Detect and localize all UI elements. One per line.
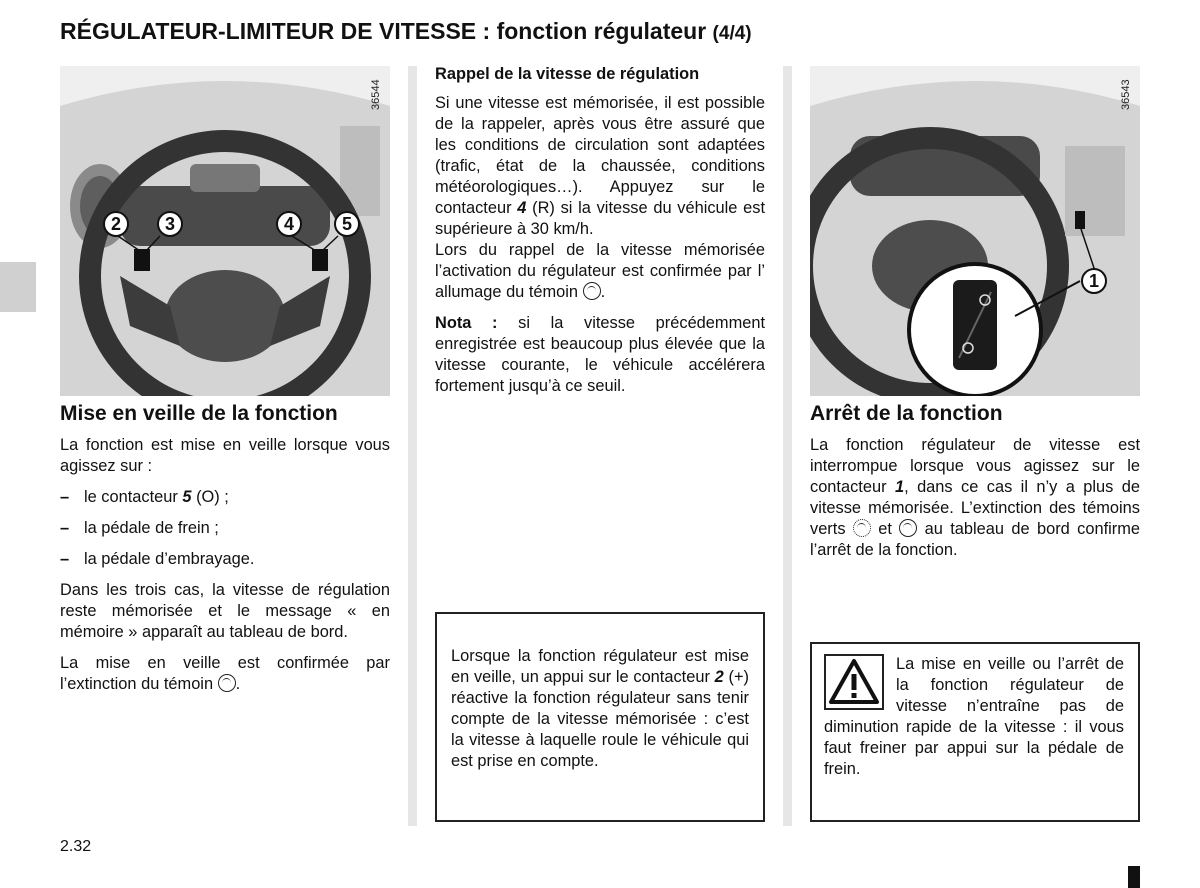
page-title-part: (4/4) [712, 23, 752, 44]
warning-box [810, 642, 1140, 822]
section-tab-marker [0, 262, 36, 312]
section-heading-standby: Mise en veille de la fonction [60, 402, 338, 425]
standby-list [60, 487, 390, 570]
image-reference-code: 36544 [370, 79, 382, 110]
reactivation-note-box [435, 612, 765, 822]
warning-text: La mise en veille ou l’arrêt de la fonction régulateur de vitesse n’entraîne pas de diminution rapide de la vitesse : il vous faut freiner par appui sur la pédale de frein. [824, 655, 1124, 778]
cruise-control-green-icon [853, 519, 871, 537]
nota-para: Nota : si la vitesse précédemment enregistrée est beaucoup plus élevée que la vitesse courante, le véhicule accélérera fortement jusqu’à ce seuil. [435, 314, 766, 395]
standby-text-block [60, 435, 390, 705]
reactivation-note-text: Lorsque la fonction régulateur est mise en veille, un appui sur le contacteur 2 (+) réactive la fonction régulateur sans tenir compte de la vitesse mémorisée : c’est la vitesse à laquelle roule le véhicule qui est prise en compte. [451, 647, 749, 770]
page-title [60, 18, 752, 45]
callout-4: 4 [276, 211, 302, 237]
page-title-text: RÉGULATEUR-LIMITEUR DE VITESSE : fonction régulateur [60, 18, 707, 44]
cruise-control-icon [899, 519, 917, 537]
column-divider-left [408, 66, 417, 826]
standby-para-memory: Dans les trois cas, la vitesse de régulation reste mémorisée et le message « en mémoire » apparaît au tableau de bord. [60, 581, 390, 641]
page-number: 2.32 [60, 838, 92, 855]
column-divider-right [783, 66, 792, 826]
stop-para: La fonction régulateur de vitesse est interrompue lorsque vous agissez sur le contacteur 1, dans ce cas il n’y a plus de vitesse mémorisée. L’extinction des témoins verts et au tableau de bord confirme l’arrêt de la fonction. [810, 436, 1141, 559]
standby-intro: La fonction est mise en veille lorsque vous agissez sur : [60, 436, 390, 475]
steering-wheel-switch-image [810, 66, 1140, 396]
list-item: – la pédale de frein ; [60, 519, 219, 537]
list-item: – la pédale d’embrayage. [60, 550, 255, 568]
callout-5: 5 [334, 211, 360, 237]
standby-para-confirm: La mise en veille est confirmée par l’extinction du témoin . [60, 654, 390, 693]
cruise-control-icon [218, 674, 236, 692]
control-key-2: 2 [714, 668, 724, 686]
cruise-control-icon [583, 282, 601, 300]
stop-text-block [810, 435, 1140, 571]
control-key-1: 1 [894, 478, 905, 496]
control-key-5: 5 [182, 488, 192, 506]
control-key-4: 4 [517, 199, 527, 217]
callout-2: 2 [103, 211, 129, 237]
warning-triangle-icon [824, 654, 884, 710]
nota-label: Nota : [435, 314, 498, 332]
page-edge-marker [1128, 866, 1140, 888]
list-item: – le contacteur 5 (O) ; [60, 488, 229, 506]
image-reference-code: 36543 [1120, 79, 1132, 110]
recall-subheading: Rappel de la vitesse de régulation [435, 65, 700, 83]
callout-3: 3 [157, 211, 183, 237]
section-heading-stop: Arrêt de la fonction [810, 402, 1003, 425]
recall-text-block [435, 64, 765, 407]
steering-wheel-image [60, 66, 390, 396]
recall-para: Si une vitesse est mémorisée, il est possible de la rappeler, après vous être assuré que les conditions de circulation sont adaptées (trafic, état de la chaussée, conditions météorologiques…). Appuyez sur le contacteur 4 (R) si la vitesse du véhicule est supérieure à 30 km/h. [435, 94, 765, 238]
switch-drawing [810, 66, 1140, 396]
recall-activation-para: Lors du rappel de la vitesse mémorisée l’activation du régulateur est confirmée par l’ allumage du témoin . [435, 241, 765, 301]
callout-1: 1 [1081, 268, 1107, 294]
